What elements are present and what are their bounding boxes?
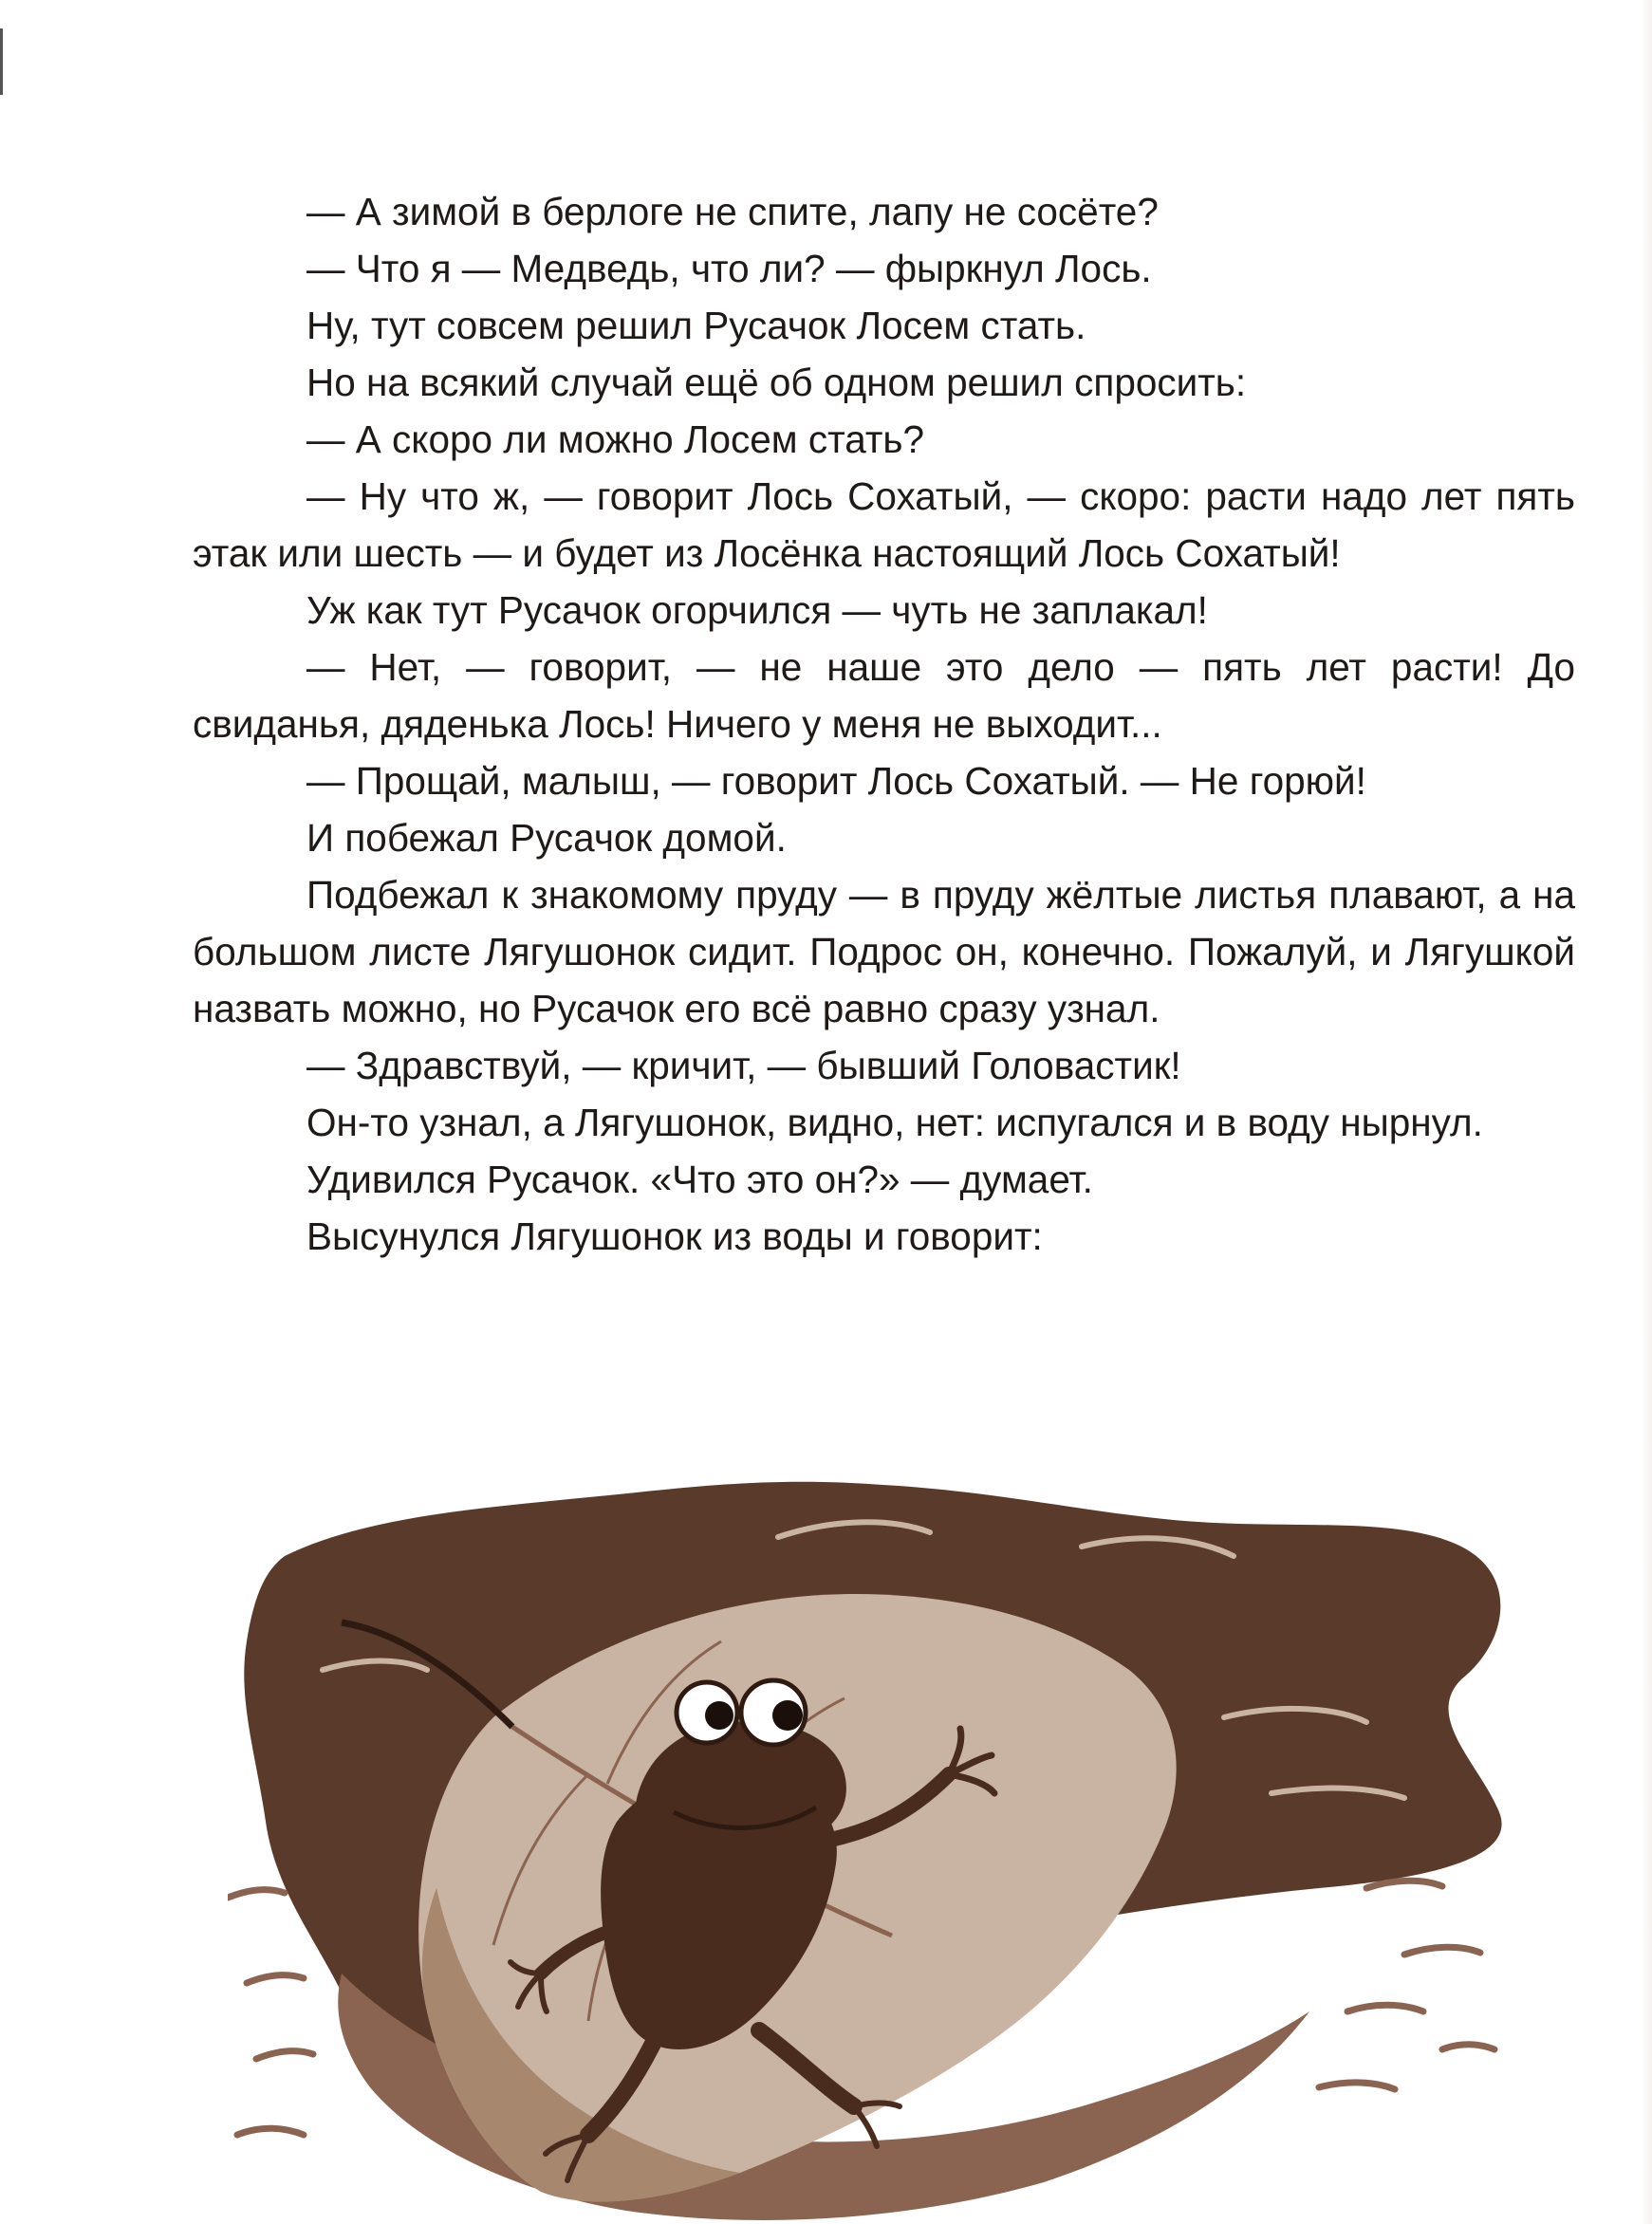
paragraph: Удивился Русачок. «Что это он?» — думает. (306, 1158, 1093, 1201)
frog-on-leaf-illustration (228, 1480, 1547, 2224)
paragraph: Уж как тут Русачок огорчился — чуть не заплакал! (306, 588, 1208, 632)
paragraph: Ну, тут совсем решил Русачок Лосем стать. (306, 304, 1086, 347)
paragraph: Но на всякий случай ещё об одном решил спросить: (306, 361, 1247, 404)
paragraph: И побежал Русачок домой. (306, 816, 787, 860)
paragraph: — Ну что ж, — говорит Лось Сохатый, — скоро: расти надо лет пять этак или шесть — и будет из Лосёнка настоящий Лось Сохатый! (193, 474, 1575, 575)
paragraph: — Прощай, малыш, — говорит Лось Сохатый. — Не горюй! (306, 759, 1366, 803)
paragraph: — Здравствуй, — кричит, — бывший Головастик! (306, 1044, 1181, 1087)
frog-pupil-left (705, 1701, 733, 1730)
illustration-svg (228, 1480, 1547, 2224)
paragraph: Подбежал к знакомому пруду — в пруду жёлтые листья плавают, а на большом листе Лягушонок сидит. Подрос он, конечно. Пожалуй, и Лягушкой назвать можно, но Русачок его всё равно сразу узнал. (193, 873, 1575, 1030)
paragraph: Высунулся Лягушонок из воды и говорит: (306, 1214, 1043, 1258)
paragraph: — Что я — Медведь, что ли? — фыркнул Лось. (306, 247, 1152, 290)
story-text (193, 183, 1575, 1265)
page-edge-shade (1641, 0, 1652, 2224)
paragraph: Он-то узнал, а Лягушонок, видно, нет: испугался и в воду нырнул. (306, 1101, 1483, 1144)
frog-pupil-right (772, 1700, 803, 1731)
paragraph: — А скоро ли можно Лосем стать? (306, 417, 925, 461)
paragraph: — А зимой в берлоге не спите, лапу не сосёте? (306, 190, 1159, 233)
scan-edge-mark (0, 28, 3, 95)
paragraph: — Нет, — говорит, — не наше это дело — пять лет расти! До свиданья, дяденька Лось! Ничего у меня не выходит... (193, 645, 1575, 746)
